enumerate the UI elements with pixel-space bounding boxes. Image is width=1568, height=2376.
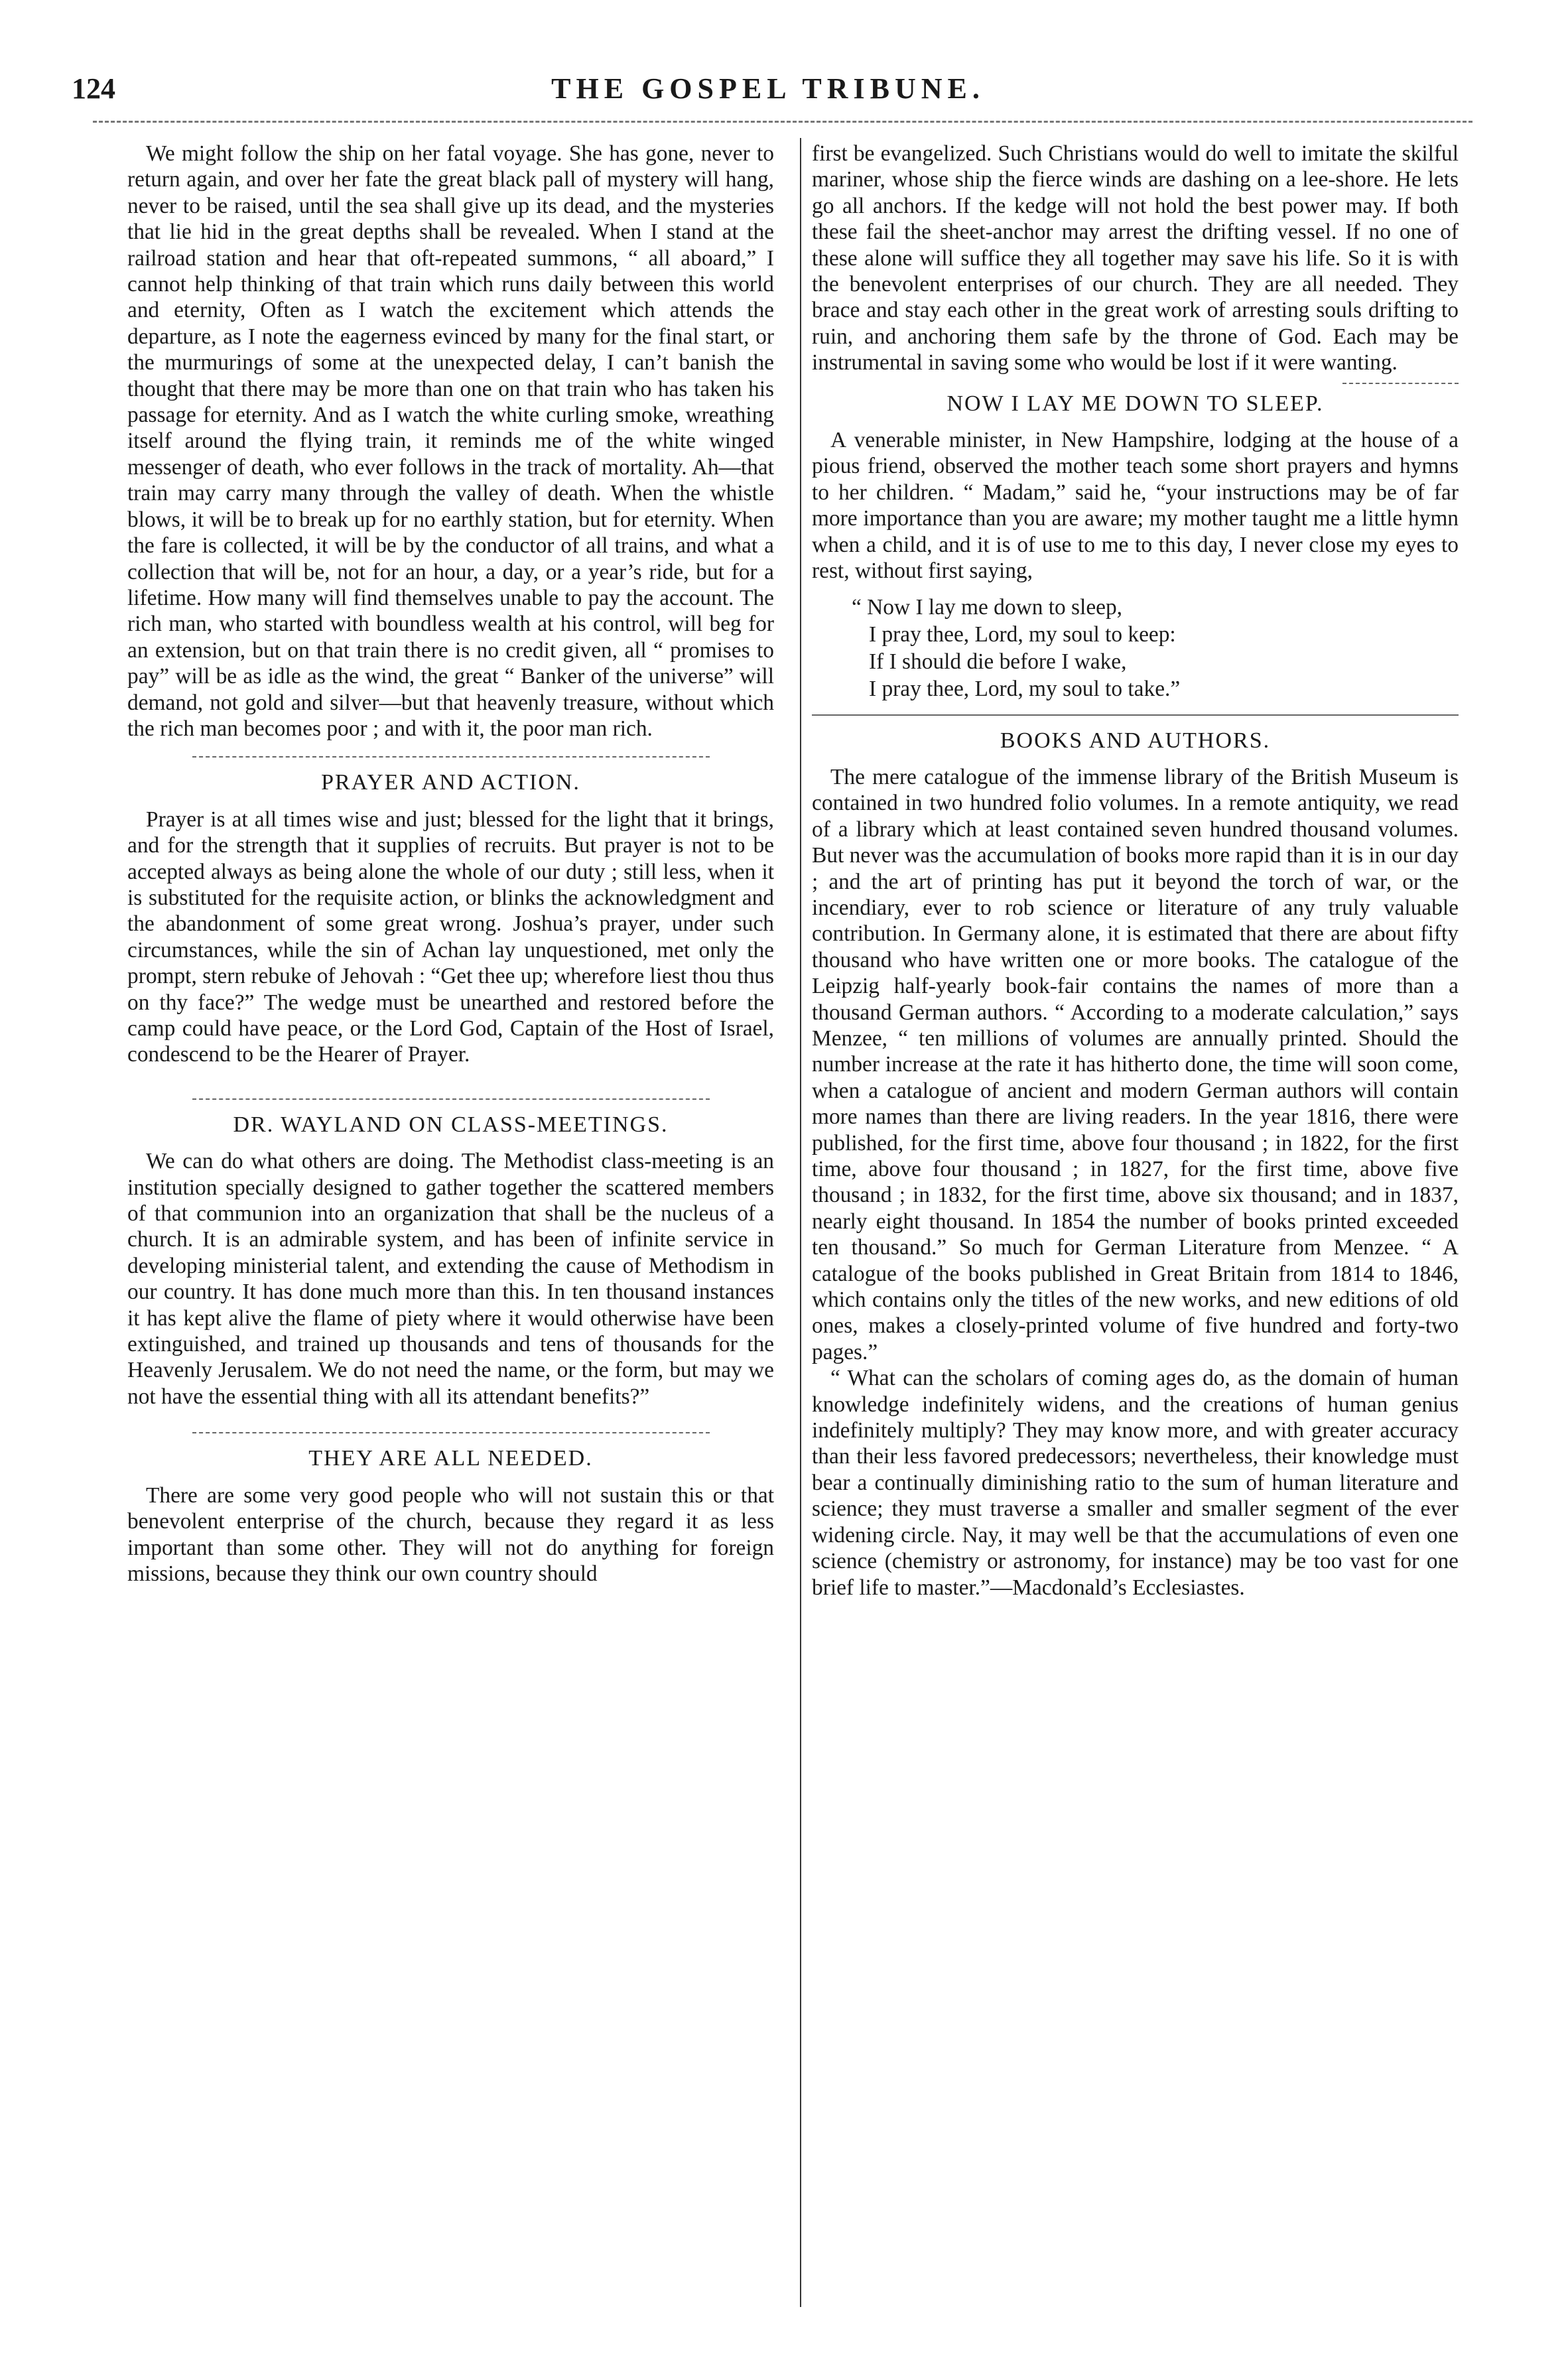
books-and-authors-paragraph: The mere catalogue of the immense library of the British Museum is contained in two hundred folio volumes. In a remote antiquity, we read of a library which at least contained seven hundred thousand volumes. But never was the accumulation of books more rapid than it is in our day ; and the art of printing has put it beyond the torch of war, or the incendiary, ever to rob science or literature of any truly valuable contribution. In Germany alone, it is estimated that there are about fifty thousand who have written one or more books. The catalogue of the Leipzig half-yearly book-fair contains the names of more than a thousand German authors. “ According to a moderate calculation,” says Menzee, “ ten millions of volumes are annually printed. Should the number increase at the rate it has hitherto done, the time will soon come, when a catalogue of ancient and modern German authors will contain more names than there are living readers. In the year 1816, there were published, for the first time, above four thousand ; in 1822, for the first time, above four thousand ; in 1827, for the first time, above five thousand ; in 1832, for the first time, above six thousand; and in 1837, nearly eight thousand. In 1854 the number of books printed exceeded ten thousand.” So much for German Literature from Menzee. “ A catalogue of the books published in Great Britain from 1814 to 1846, which contains only the titles of the new works, and new editions of old ones, makes a closely-printed volume of five hundred and forty-two pages.”	[812, 764, 1459, 1364]
section-rule	[1342, 383, 1459, 384]
poem	[852, 594, 1459, 702]
books-and-authors-quote: “ What can the scholars of coming ages do, as the domain of human knowledge indefinitely widens, and the creations of human genius indefinitely multiply? They may know more, and with greater accuracy than their less favored predecessors; nevertheless, their knowledge must bear a continually diminishing ratio to the sum of human literature and science; they must traverse a smaller and smaller segment of the ever widening circle. Nay, it may well be that the accumulations of even one science (chemistry or astronomy, for instance) may be too vast for one brief life to master.”—Macdonald’s Ecclesiastes.	[812, 1366, 1459, 1600]
right-column	[812, 141, 1459, 1601]
class-meetings-paragraph: We can do what others are doing. The Methodist class-meeting is an institution specially designed to gather together the scattered members of that communion into an organization that shall be the nucleus of a church. It is an admirable system, and has been of infinite service in developing ministerial talent, and extending the cause of Methodism in our country. It has done much more than this. In ten thousand instances it has kept alive the flame of piety where it would otherwise have been extinguished, and trained up thousands and tens of thousands for the Heavenly Jerusalem. We do not need the name, or the form, but may we not have the essential thing with all its attendant benefits?”	[127, 1149, 774, 1409]
column-divider	[800, 138, 801, 2307]
page-header	[72, 72, 1465, 118]
poem-line: If I should die before I wake,	[869, 649, 1127, 674]
section-rule	[192, 1098, 710, 1100]
section-heading-lay-me-down: NOW I LAY ME DOWN TO SLEEP.	[947, 391, 1324, 416]
running-title: THE GOSPEL TRIBUNE.	[551, 72, 985, 105]
page-number: 124	[72, 72, 115, 105]
all-needed-paragraph: There are some very good people who will not sustain this or that benevolent enterprise of the church, because they regard it as less important than some other. They will not do anything for foreign missions, because they think our own country should	[127, 1483, 774, 1586]
section-heading-all-needed: THEY ARE ALL NEEDED.	[308, 1446, 593, 1471]
section-heading-class-meetings: DR. WAYLAND ON CLASS-MEETINGS.	[233, 1112, 669, 1137]
intro-paragraph: We might follow the ship on her fatal voyage. She has gone, never to return again, and over her fate the great black pall of mystery will hang, never to be raised, until the sea shall give up its dead, and the mysteries that lie hid in the great depths shall be revealed. When I stand at the railroad station and hear that oft-repeated summons, “ all aboard,” I cannot help thinking of that train which runs daily between this world and eternity, Often as I watch the excitement which attends the departure, as I note the eagerness evinced by many for the final start, or the murmurings of some at the unexpected delay, I can’t banish the thought that there may be more than one on that train who has taken his passage for eternity. And as I watch the white curling smoke, wreathing itself around the flying train, it reminds me of the white winged messenger of death, who ever follows in the track of mortality. Ah—that train may carry many through the valley of death. When the whistle blows, it will be to break up for no earthly station, but for eternity. When the fare is collected, it will be by the conductor of all trains, and what a collection that will be, not for an hour, a day, or a year’s ride, but for a lifetime. How many will find themselves unable to pay the account. The rich man, who started with boundless wealth at his control, will beg for an extension, but on that train there is no credit given, all “ promises to pay” will be as idle as the wind, the great “ Banker of the universe” will demand, not gold and silver—but that heavenly treasure, without which the rich man becomes poor ; and with it, the poor man rich.	[127, 141, 774, 741]
left-column	[127, 141, 774, 1587]
continuation-paragraph: first be evangelized. Such Christians would do well to imitate the skilful mariner, whose ship the fierce winds are dashing on a lee-shore. He lets go all anchors. If the kedge will not hold the best power may. If both these fail the sheet-anchor may arrest the drifting vessel. If no one of these alone will suffice they all together may save his life. So it is with the benevolent enterprises of our church. They are all needed. They brace and stay each other in the great work of arresting souls drifting to ruin, and anchoring them safe by the throne of God. Each may be instrumental in saving some who would be lost if it were wanting.	[812, 141, 1459, 375]
poem-line: “ Now I lay me down to sleep,	[852, 594, 1123, 620]
poem-line: I pray thee, Lord, my soul to keep:	[869, 622, 1176, 647]
prayer-and-action-paragraph: Prayer is at all times wise and just; blessed for the light that it brings, and for the strength that it supplies of recruits. But prayer is not to be accepted always as being alone the whole of our duty ; still less, when it is substituted for the requisite action, or blinks the acknowledgment and the abandonment of some great wrong. Joshua’s prayer, under such circumstances, while the sin of Achan lay unquestioned, met only the prompt, stern rebuke of Jehovah : “Get thee up; wherefore liest thou thus on thy face?” The wedge must be unearthed and restored before the camp could have peace, or the Lord God, Captain of the Host of Israel, condescend to be the Hearer of Prayer.	[127, 807, 774, 1067]
section-rule	[812, 714, 1459, 716]
section-heading-prayer-and-action: PRAYER AND ACTION.	[321, 770, 580, 795]
lay-me-down-paragraph: A venerable minister, in New Hampshire, lodging at the house of a pious friend, observed the mother teach some short prayers and hymns to her children. “ Madam,” said he, “your instructions may be of far more importance than you are aware; my mother taught me a little hymn when a child, and it is of use to me to this day, I never close my eyes to rest, without first saying,	[812, 428, 1459, 584]
header-rule	[93, 121, 1472, 123]
section-heading-books-and-authors: BOOKS AND AUTHORS.	[1000, 728, 1271, 753]
poem-line: I pray thee, Lord, my soul to take.”	[869, 676, 1181, 701]
section-rule	[192, 1432, 710, 1433]
section-rule	[192, 756, 710, 758]
